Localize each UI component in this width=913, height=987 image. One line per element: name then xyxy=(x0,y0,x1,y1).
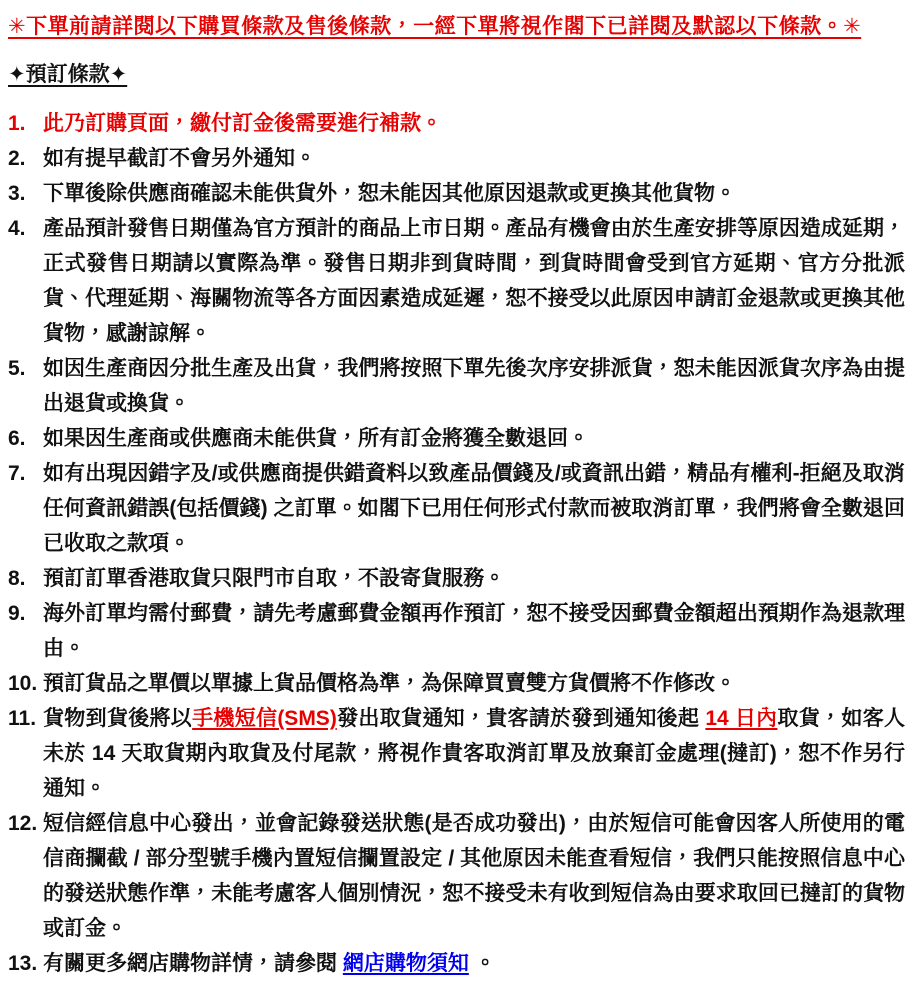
term-item-number: 2. xyxy=(8,147,26,170)
term-item-2 xyxy=(8,141,905,176)
term-text-segment: 貨物到貨後將以 xyxy=(43,707,193,730)
term-item-number: 6. xyxy=(8,427,26,450)
term-item-6 xyxy=(8,421,905,456)
term-item-text xyxy=(43,946,905,981)
term-text-segment: 發出取貨通知，貴客請於發到通知後起 xyxy=(336,707,706,730)
term-item-text xyxy=(43,561,905,596)
term-text-segment: 。 xyxy=(468,952,496,975)
term-item-1 xyxy=(8,106,905,141)
term-item-number: 11. xyxy=(8,707,37,730)
term-item-text xyxy=(43,456,905,561)
term-text-segment: 有關更多網店購物詳情，請參閱 xyxy=(43,952,343,975)
term-text-segment: 此乃訂購頁面，繳付訂金後需要進行補款。 xyxy=(43,112,442,135)
term-item-text xyxy=(43,176,905,211)
term-text-segment: 如果因生產商或供應商未能供貨，所有訂金將獲全數退回。 xyxy=(43,427,589,450)
term-item-text xyxy=(43,106,905,141)
term-text-segment: 下單後除供應商確認未能供貨外，恕未能因其他原因退款或更換其他貨物。 xyxy=(43,182,736,205)
term-text-segment: 如有出現因錯字及/或供應商提供錯資料以致產品價錢及/或資訊出錯，精品有權利-拒絕及取消任何資訊錯誤(包括價錢) 之訂單。如閣下已用任何形式付款而被取消訂單，我們將會全數退回已收取之款項。 xyxy=(43,462,905,555)
term-item-number: 4. xyxy=(8,217,26,240)
term-item-number: 1. xyxy=(8,112,26,135)
term-text-segment: 如有提早截訂不會另外通知。 xyxy=(43,147,316,170)
term-text-segment: 海外訂單均需付郵費，請先考慮郵費金額再作預訂，恕不接受因郵費金額超出預期作為退款理由。 xyxy=(43,602,905,660)
term-item-number: 3. xyxy=(8,182,26,205)
preorder-terms-heading: ✦預訂條款✦ xyxy=(8,63,128,86)
term-item-number: 12. xyxy=(8,812,38,835)
term-item-7 xyxy=(8,456,905,561)
term-item-4 xyxy=(8,211,905,351)
pickup-deadline-emphasis: 14 日內 xyxy=(705,707,778,730)
term-item-text xyxy=(43,806,905,946)
term-item-text xyxy=(43,596,905,666)
purchase-notice-title: ✳下單前請詳閱以下購買條款及售後條款，一經下單將視作閣下已詳閱及默認以下條款。✳ xyxy=(8,15,862,38)
term-item-10 xyxy=(8,666,905,701)
term-item-text xyxy=(43,701,905,806)
term-item-number: 13. xyxy=(8,952,38,975)
term-item-text xyxy=(43,211,905,351)
sms-notice-emphasis: 手機短信(SMS) xyxy=(192,707,337,730)
term-item-13 xyxy=(8,946,905,981)
term-text-segment: 產品預計發售日期僅為官方預計的商品上市日期。產品有機會由於生產安排等原因造成延期，正式發售日期請以實際為準。發售日期非到貨時間，到貨時間會受到官方延期、官方分批派貨、代理延期、海關物流等各方面因素造成延遲，恕不接受以此原因申請訂金退款或更換其他貨物，感謝諒解。 xyxy=(43,217,905,345)
term-item-5 xyxy=(8,351,905,421)
term-item-text xyxy=(43,421,905,456)
term-text-segment: 如因生產商因分批生產及出貨，我們將按照下單先後次序安排派貨，恕未能因派貨次序為由提出退貨或換貨。 xyxy=(43,357,905,415)
term-item-text xyxy=(43,666,905,701)
term-text-segment: 預訂貨品之單價以單據上貨品價格為準，為保障買賣雙方貨價將不作修改。 xyxy=(43,672,736,695)
term-item-number: 9. xyxy=(8,602,26,625)
term-item-number: 5. xyxy=(8,357,26,380)
term-item-number: 10. xyxy=(8,672,38,695)
term-item-number: 8. xyxy=(8,567,26,590)
term-item-11 xyxy=(8,701,905,806)
term-text-segment: 短信經信息中心發出，並會記錄發送狀態(是否成功發出)，由於短信可能會因客人所使用的電信商攔截 / 部分型號手機內置短信攔置設定 / 其他原因未能查看短信，我們只能按照信息中心的發送狀態作準，未能考慮客人個別情況，恕不接受未有收到短信為由要求取回已撻訂的貨物或訂金。 xyxy=(43,812,905,940)
term-item-number: 7. xyxy=(8,462,26,485)
term-item-text xyxy=(43,351,905,421)
terms-list xyxy=(8,106,905,981)
term-item-3 xyxy=(8,176,905,211)
term-item-12 xyxy=(8,806,905,946)
term-item-8 xyxy=(8,561,905,596)
term-item-text xyxy=(43,141,905,176)
term-text-segment: 取貨，如客人未於 14 天取貨期內取貨及付尾款，將視作貴客取消訂單及放棄訂金處理(撻訂)，恕不作另行通知。 xyxy=(43,707,905,800)
shop-guide-link[interactable]: 網店購物須知 xyxy=(342,952,469,975)
term-item-9 xyxy=(8,596,905,666)
term-text-segment: 預訂訂單香港取貨只限門市自取，不設寄貨服務。 xyxy=(43,567,505,590)
